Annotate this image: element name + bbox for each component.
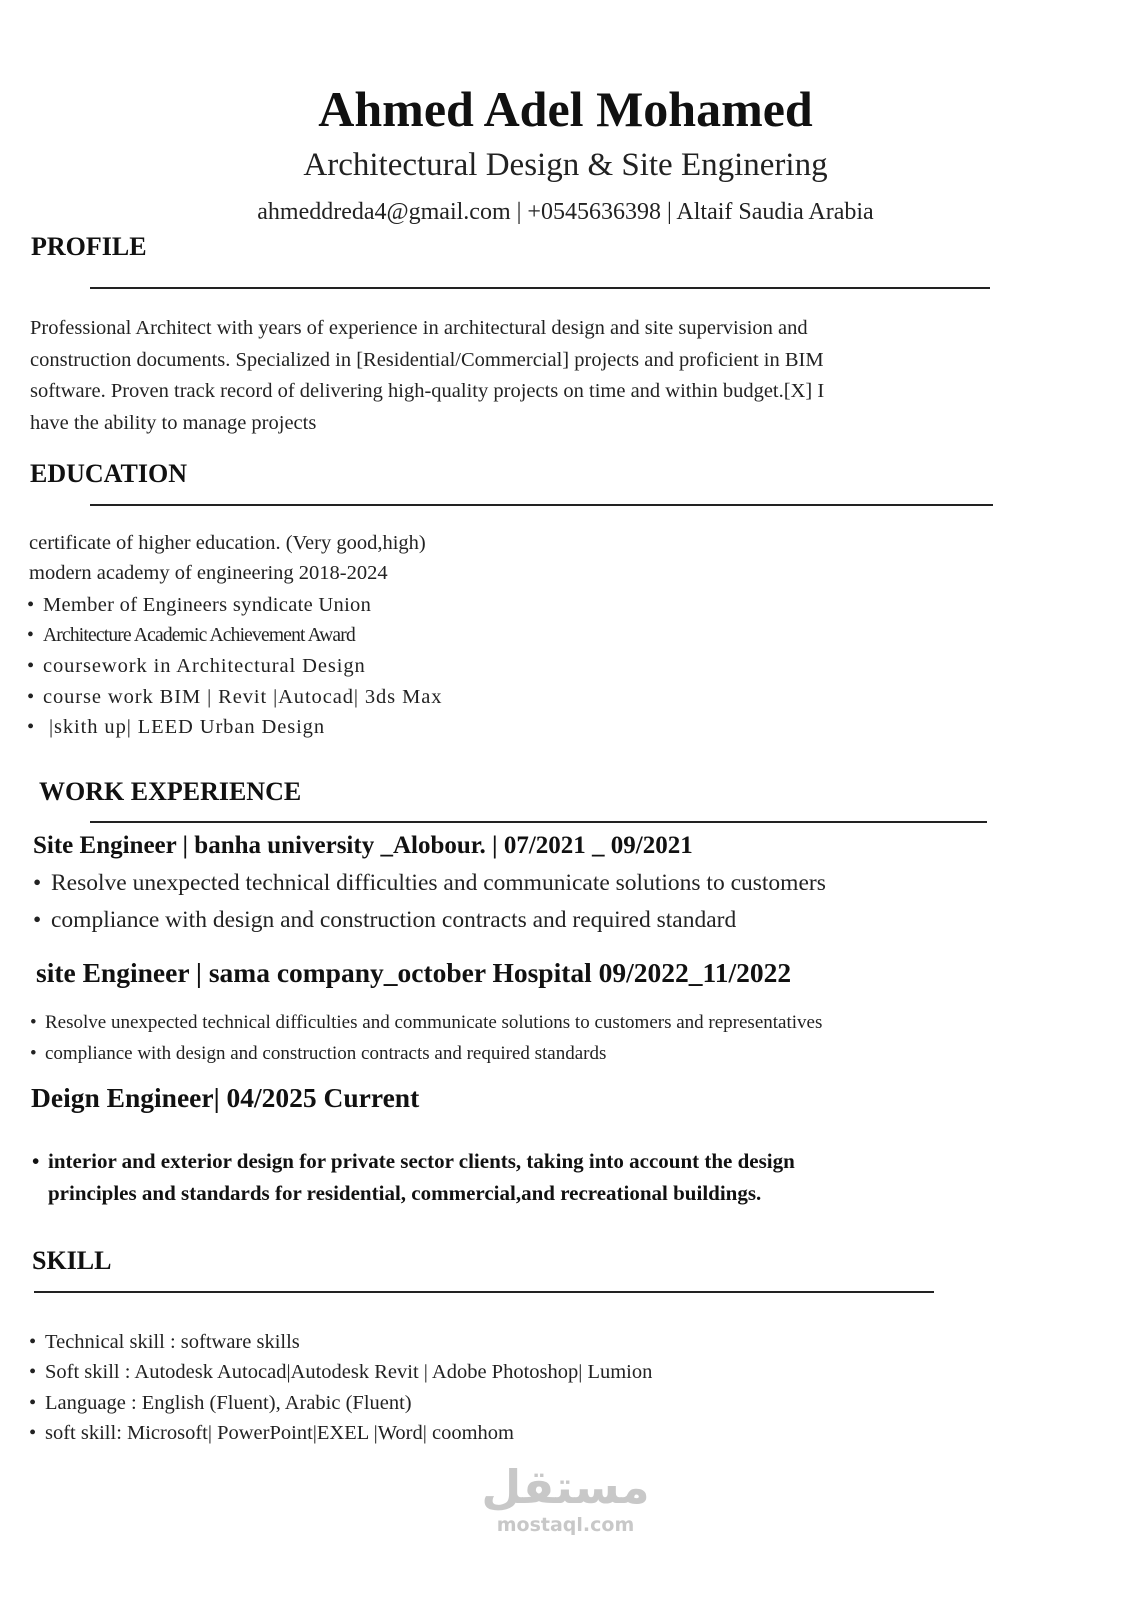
- skill-divider: [34, 1291, 934, 1293]
- job-bullet: • Resolve unexpected technical difficulties and communicate solutions to customers: [33, 870, 826, 896]
- work-divider: [90, 821, 987, 823]
- education-bullet: • Member of Engineers syndicate Union: [27, 594, 372, 616]
- job-bullet-continuation: principles and standards for residential, commercial,and recreational buildings.: [48, 1181, 762, 1205]
- education-heading: EDUCATION: [30, 459, 187, 488]
- job-title: site Engineer | sama company_october Hospital 09/2022_11/2022: [36, 957, 792, 988]
- profile-divider: [90, 287, 990, 289]
- watermark-url: mostaql.com: [496, 1514, 635, 1536]
- resume-title: Architectural Design & Site Enginering: [303, 147, 828, 183]
- profile-line: software. Proven track record of delivering high-quality projects on time and within budget.[X] I: [30, 380, 825, 402]
- profile-line: have the ability to manage projects: [30, 411, 317, 434]
- profile-line: construction documents. Specialized in [Residential/Commercial] projects and proficient in BIM: [30, 348, 824, 371]
- job-bullet: • interior and exterior design for private sector clients, taking into account the design: [32, 1149, 795, 1173]
- education-bullet: • coursework in Architectural Design: [27, 655, 366, 677]
- resume-name: Ahmed Adel Mohamed: [318, 81, 813, 137]
- skill-bullet: • Technical skill : software skills: [29, 1331, 300, 1353]
- education-bullet: • course work BIM | Revit |Autocad| 3ds Max: [27, 686, 443, 708]
- profile-heading: PROFILE: [31, 232, 147, 261]
- skill-bullet: • Soft skill : Autodesk Autocad|Autodesk Revit | Adobe Photoshop| Lumion: [29, 1361, 653, 1383]
- education-bullet: • |skith up| LEED Urban Design: [27, 716, 325, 738]
- education-line: certificate of higher education. (Very good,high): [29, 532, 426, 554]
- contact-line: ahmeddreda4@gmail.com | +0545636398 | Altaif Saudia Arabia: [257, 199, 874, 225]
- job-title: Deign Engineer| 04/2025 Current: [31, 1082, 420, 1113]
- skill-bullet: • soft skill: Microsoft| PowerPoint|EXEL |Word| coomhom: [29, 1422, 514, 1444]
- education-divider: [90, 504, 993, 506]
- education-line: modern academy of engineering 2018-2024: [29, 562, 388, 584]
- education-bullet: • Architecture Academic Achievement Award: [27, 625, 355, 646]
- job-title: Site Engineer | banha university _Alobour. | 07/2021 _ 09/2021: [33, 832, 693, 859]
- skill-heading: SKILL: [32, 1246, 112, 1275]
- job-bullet: • compliance with design and construction contracts and required standard: [33, 907, 737, 933]
- job-bullet: • Resolve unexpected technical difficulties and communicate solutions to customers and representatives: [30, 1012, 823, 1033]
- profile-text: [30, 313, 931, 439]
- watermark-logo: مستقل: [481, 1460, 650, 1514]
- job-bullet: • compliance with design and construction contracts and required standards: [30, 1043, 607, 1064]
- profile-line: Professional Architect with years of experience in architectural design and site supervision and: [30, 317, 808, 339]
- skill-bullet: • Language : English (Fluent), Arabic (Fluent): [29, 1392, 412, 1414]
- work-heading: WORK EXPERIENCE: [39, 777, 302, 806]
